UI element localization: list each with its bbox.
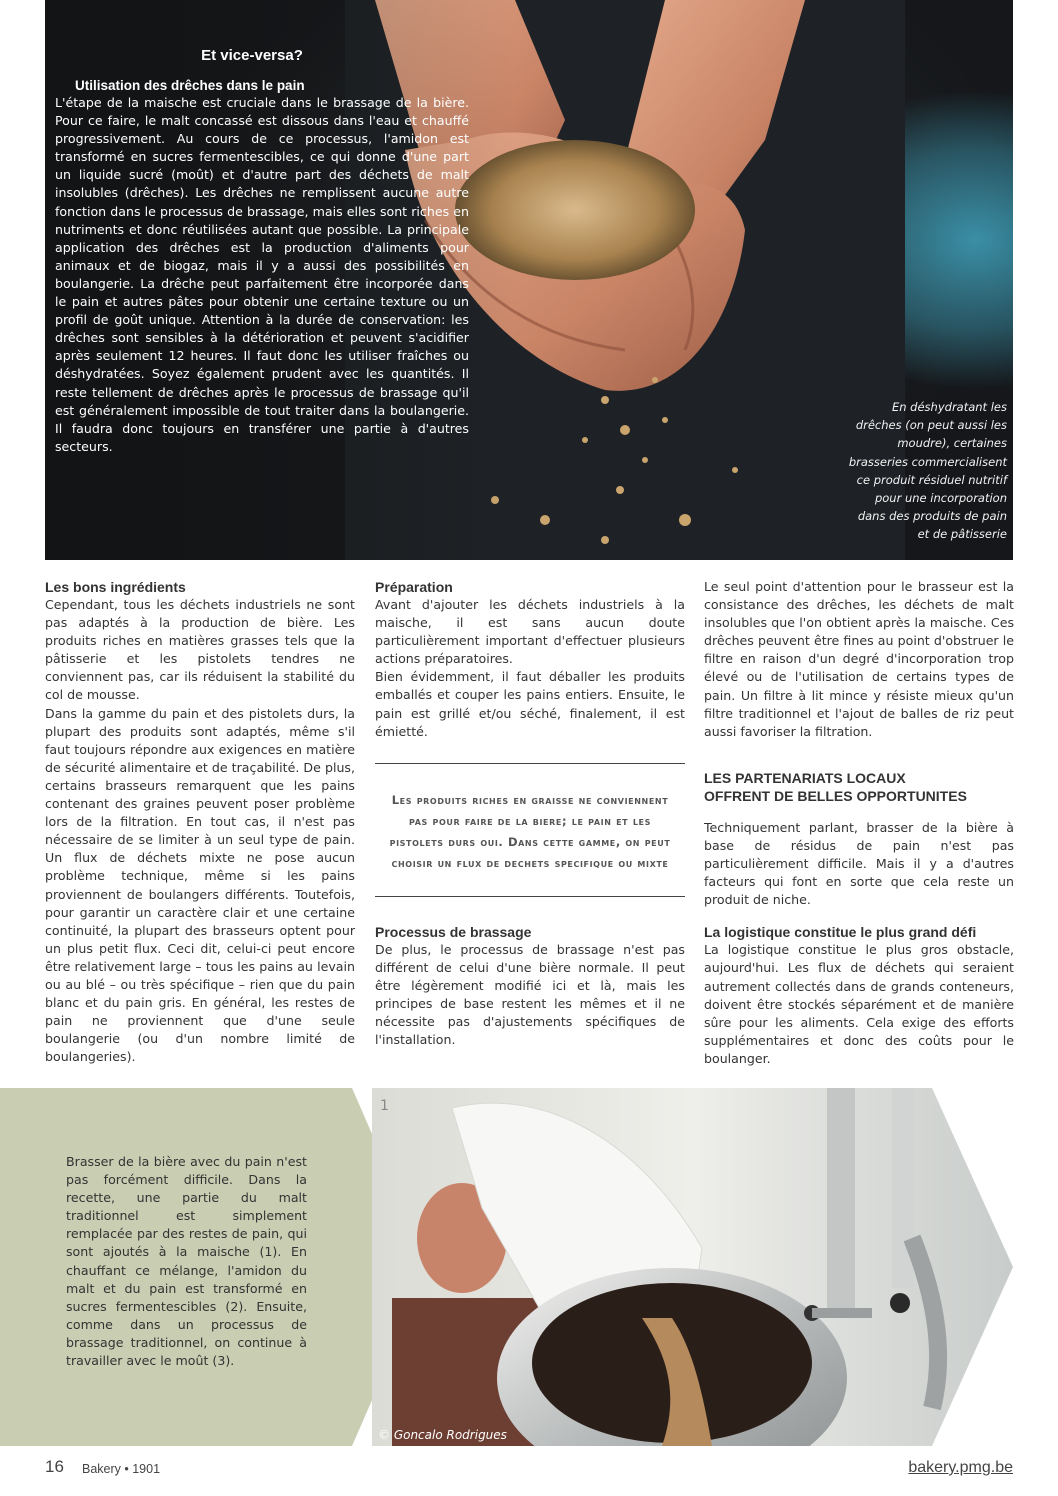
- heading-bons-ingredients: Les bons ingrédients: [45, 579, 186, 595]
- col3-paragraph-1: Le seul point d'attention pour le brasseur est la consistance des drêches, les déchets de malt insolubles que l'on obtient après la maische. Ces drêches peuvent être fines au point d'obstruer le filtre en raison d'un degré d'incorporation trop élevé ou de l'utilisation de certains types de pain. Un filtre à lit mince y résiste mieux qu'un filtre traditionnel et l'ajout de balles de riz peut aussi favoriser la filtration.: [704, 579, 1014, 739]
- sidebar-text: Brasser de la bière avec du pain n'est pas forcément difficile. Dans la recette, une partie du malt traditionnel est simplement remplacée par des restes de pain, qui sont ajoutés à la maische (1). En chauffant ce mélange, l'amidon du malt et du pain est transformé en sucres fermentescibles (2). Ensuite, comme dans un processus de brassage traditionnel, on continue à travailler avec le moût (3).: [66, 1154, 307, 1369]
- col1-paragraph-1: Cependant, tous les déchets industriels ne sont pas adaptés à la production de bière. Les produits riches en matières grasses tels que la pâtisserie et les pistolets tendres ne conviennent pas, car ils réduisent la stabilité du col de mousse.: [45, 597, 355, 703]
- pull-quote: Les produits riches en graisse ne conviennent pas pour faire de la biere; le pain et les pistolets durs oui. Dans cette gamme, on peut choisir un flux de dechets specifique ou mixte: [375, 763, 685, 897]
- hero-subtitle: Utilisation des drêches dans le pain: [75, 78, 305, 93]
- heading-logistique: La logistique constitue le plus grand défi: [704, 924, 977, 941]
- photo-number: 1: [380, 1098, 389, 1114]
- hero-caption: En déshydratant les drêches (on peut aussi les moudre), certaines brasseries commercialisent ce produit résiduel nutritif pour une incorporation dans des produits de pain et de pâtisserie: [848, 400, 1007, 542]
- col2-paragraph-2: Bien évidemment, il faut déballer les produits emballés et couper les pains entiers. Ensuite, le pain est grillé et/ou séché, finalement, il est émietté.: [375, 669, 685, 739]
- col2-paragraph-3: De plus, le processus de brassage n'est pas différent de celui d'une bière normale. Il peut être légèrement modifié ici et là, mais les principes de base restent les mêmes et il ne nécessite pas d'ajustements spécifiques de l'installation.: [375, 941, 685, 1048]
- heading-preparation: Préparation: [375, 579, 453, 595]
- photo-credit: © Goncalo Rodrigues: [378, 1428, 507, 1442]
- website-link[interactable]: bakery.pmg.be: [908, 1459, 1013, 1476]
- col1-paragraph-2: Dans la gamme du pain et des pistolets durs, la plupart des produits sont adaptés, même s'il faut toujours répondre aux exigences en matière de sécurité alimentaire et de traçabilité. De plus, certains brasseurs remarquent que les pains contenant des graines peuvent poser problème lors de la filtration. En tout cas, il n'est pas nécessaire de se limiter à un seul type de pain. Un flux de déchets mixte ne pose aucun problème technique, même si les pains proviennent de boulangers différents. Toutefois, pour garantir un caractère clair et une certaine continuité, la plupart des brasseurs optent pour un plus petit flux. Ceci dit, celui-ci peut encore être relativement large – tous les pains au levain ou au blé – ou très spécifique – rien que du pain blanc et du pain gris. En général, les restes de pain ne proviennent que d'une seule boulangerie (ou d'un nombre limité de boulangeries).: [45, 705, 355, 1065]
- heading-partenariats-line-1: LES PARTENARIATS LOCAUX: [704, 769, 906, 786]
- brewing-illustration: [372, 1088, 1013, 1446]
- hero-title: Et vice-versa?: [201, 47, 303, 64]
- publication-name: Bakery • 1901: [82, 1462, 161, 1476]
- column-1: [45, 578, 355, 1066]
- column-2: [375, 578, 685, 1049]
- column-3: [704, 578, 1014, 1068]
- page-number: 16: [45, 1457, 64, 1476]
- col3-paragraph-2: Techniquement parlant, brasser de la bière à base de résidus de pain n'est pas particulièrement difficile. Mais il y a d'autres facteurs qui font en sorte que cela reste un produit de niche.: [704, 819, 1014, 908]
- col2-paragraph-1: Avant d'ajouter les déchets industriels à la maische, il est sans aucun doute particulièrement important d'effectuer plusieurs actions préparatoires.: [375, 597, 685, 667]
- hero-photo: [45, 0, 1013, 560]
- brewing-photo: [372, 1088, 1013, 1446]
- heading-partenariats: [704, 769, 1014, 805]
- heading-partenariats-line-2: OFFRENT DE BELLES OPPORTUNITES: [704, 787, 967, 804]
- heading-processus-brassage: Processus de brassage: [375, 923, 532, 940]
- col3-paragraph-3: La logistique constitue le plus gros obstacle, aujourd'hui. Les flux de déchets qui seraient autrement collectés dans de grands conteneurs, doivent être stockés séparément et de manière sûre pour les aliments. Cela exige des efforts supplémentaires et donc des coûts pour le boulanger.: [704, 942, 1014, 1066]
- hero-body-text: L'étape de la maische est cruciale dans le brassage de la bière. Pour ce faire, le malt concassé est dissous dans l'eau et chauffé progressivement. Au cours de ce processus, l'amidon est transformé en sucres fermentescibles, ce qui donne d'une part un liquide sucré (moût) et d'autre part des déchets de malt insolubles (drêches). Les drêches ne remplissent aucune autre fonction dans le processus de brassage, mais elles sont riches en nutriments et donc réutilisées autant que possible. La principale application des drêches est la production d'aliments pour animaux et de biogaz, mais il y a aussi des possibilités en boulangerie. La drêche peut parfaitement être incorporée dans le pain et autres pâtes pour obtenir une certaine texture ou un profil de goût unique. Attention à la durée de conservation: les drêches sont sensibles à la détérioration et peuvent s'acidifier après seulement 12 heures. Il faut donc les utiliser fraîches ou déshydratées. Soyez également prudent avec les quantités. Il reste tellement de drêches après le processus de brassage qu'il est généralement impossible de tout traiter dans la boulangerie. Il faudra donc toujours en transférer une partie à d'autres secteurs.: [55, 95, 469, 454]
